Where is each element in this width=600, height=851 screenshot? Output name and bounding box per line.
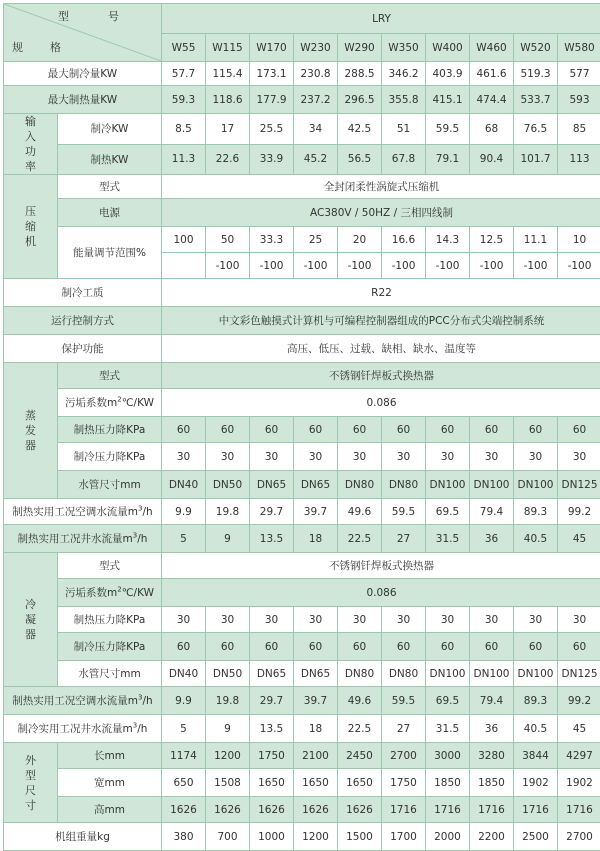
height-cell: 1716	[426, 797, 470, 823]
row-evaporator-heat-flow	[4, 499, 600, 525]
capacity-bottom-cell: -100	[514, 253, 558, 279]
condenser-cool-flow-cell: 40.5	[514, 715, 558, 743]
height-cell: 1716	[470, 797, 514, 823]
power-cooling-label: 制冷KW	[58, 114, 162, 145]
compressor-group-label: 压缩机	[4, 175, 58, 279]
evaporator-pipe-cell: DN65	[250, 471, 294, 499]
width-cell: 1902	[514, 769, 558, 797]
power-heating-cell: 22.6	[206, 144, 250, 175]
power-heating-cell: 45.2	[294, 144, 338, 175]
capacity-top-cell: 10	[558, 227, 600, 253]
model-cell: W170	[250, 34, 294, 62]
evaporator-cool-flow-cell: 40.5	[514, 525, 558, 553]
spec-header-label: 规 格	[12, 39, 69, 55]
condenser-heat-flow-cell: 19.8	[206, 687, 250, 715]
protection-value: 高压、低压、过载、缺相、缺水、温度等	[162, 335, 600, 363]
length-cell: 2700	[382, 743, 426, 769]
row-max-heating	[4, 86, 600, 114]
condenser-cool-drop-cell: 60	[558, 633, 600, 661]
power-heating-cell: 67.8	[382, 144, 426, 175]
row-refrigerant	[4, 279, 600, 307]
refrigerant-value: R22	[162, 279, 600, 307]
condenser-cool-flow-cell: 27	[382, 715, 426, 743]
max-cooling-cell: 403.9	[426, 62, 470, 86]
weight-cell: 2500	[514, 823, 558, 851]
weight-cell: 1000	[250, 823, 294, 851]
condenser-heat-drop-label: 制热压力降KPa	[58, 607, 162, 633]
power-cooling-cell: 76.5	[514, 114, 558, 145]
evaporator-cool-flow-cell: 13.5	[250, 525, 294, 553]
power-heating-cell: 33.9	[250, 144, 294, 175]
max-cooling-cell: 230.8	[294, 62, 338, 86]
model-cell: W230	[294, 34, 338, 62]
evaporator-heat-flow-cell: 79.4	[470, 499, 514, 525]
power-cooling-cell: 17	[206, 114, 250, 145]
evaporator-cool-drop-cell: 30	[162, 443, 206, 471]
condenser-heat-drop-cell: 30	[162, 607, 206, 633]
condenser-cool-drop-label: 制冷压力降KPa	[58, 633, 162, 661]
power-cooling-cell: 42.5	[338, 114, 382, 145]
height-cell: 1626	[206, 797, 250, 823]
evaporator-fouling-value: 0.086	[162, 389, 600, 417]
max-heating-cell: 237.2	[294, 86, 338, 114]
width-cell: 1650	[338, 769, 382, 797]
spec-body	[4, 4, 600, 851]
row-evaporator-cool-drop	[4, 443, 600, 471]
weight-cell: 2000	[426, 823, 470, 851]
evaporator-pipe-cell: DN125	[558, 471, 600, 499]
length-cell: 1750	[250, 743, 294, 769]
length-cell: 1174	[162, 743, 206, 769]
condenser-heat-flow-cell: 69.5	[426, 687, 470, 715]
evaporator-cool-flow-cell: 9	[206, 525, 250, 553]
series-name: LRY	[162, 4, 600, 34]
max-cooling-cell: 115.4	[206, 62, 250, 86]
evaporator-pipe-cell: DN40	[162, 471, 206, 499]
model-cell: W460	[470, 34, 514, 62]
capacity-bottom-cell: -100	[382, 253, 426, 279]
power-supply-label: 电源	[58, 199, 162, 227]
condenser-pipe-cell: DN80	[382, 661, 426, 687]
power-cooling-cell: 85	[558, 114, 600, 145]
length-cell: 2100	[294, 743, 338, 769]
row-protection	[4, 335, 600, 363]
condenser-heat-flow-cell: 99.2	[558, 687, 600, 715]
compressor-type-label: 型式	[58, 175, 162, 199]
power-heating-cell: 56.5	[338, 144, 382, 175]
row-evaporator-fouling	[4, 389, 600, 417]
condenser-type-value: 不锈钢钎焊板式换热器	[162, 553, 600, 579]
evaporator-group-label: 蒸发器	[4, 363, 58, 499]
power-heating-cell: 113	[558, 144, 600, 175]
row-max-cooling	[4, 62, 600, 86]
evaporator-pipe-label: 水管尺寸mm	[58, 471, 162, 499]
evaporator-pipe-cell: DN65	[294, 471, 338, 499]
condenser-heat-drop-cell: 30	[382, 607, 426, 633]
row-height	[4, 797, 600, 823]
header-row-series	[4, 4, 600, 34]
row-evaporator-cool-flow	[4, 525, 600, 553]
evaporator-heat-flow-cell: 59.5	[382, 499, 426, 525]
evaporator-heat-drop-cell: 60	[514, 417, 558, 443]
condenser-heat-drop-cell: 30	[338, 607, 382, 633]
capacity-bottom-cell: -100	[558, 253, 600, 279]
evaporator-heat-flow-cell: 29.7	[250, 499, 294, 525]
max-heating-cell: 296.5	[338, 86, 382, 114]
evaporator-type-label: 型式	[58, 363, 162, 389]
max-heating-cell: 415.1	[426, 86, 470, 114]
evaporator-cool-flow-cell: 18	[294, 525, 338, 553]
evaporator-cool-flow-cell: 5	[162, 525, 206, 553]
length-cell: 3844	[514, 743, 558, 769]
model-cell: W55	[162, 34, 206, 62]
evaporator-cool-drop-cell: 30	[558, 443, 600, 471]
condenser-heat-drop-cell: 30	[558, 607, 600, 633]
power-cooling-cell: 8.5	[162, 114, 206, 145]
capacity-top-cell: 25	[294, 227, 338, 253]
height-cell: 1716	[382, 797, 426, 823]
max-cooling-cell: 57.7	[162, 62, 206, 86]
condenser-cool-flow-cell: 9	[206, 715, 250, 743]
condenser-heat-flow-cell: 79.4	[470, 687, 514, 715]
evaporator-pipe-cell: DN80	[382, 471, 426, 499]
protection-label: 保护功能	[4, 335, 162, 363]
max-heating-cell: 533.7	[514, 86, 558, 114]
condenser-cool-flow-cell: 13.5	[250, 715, 294, 743]
capacity-bottom-cell: -100	[250, 253, 294, 279]
row-compressor-type	[4, 175, 600, 199]
condenser-cool-flow-cell: 36	[470, 715, 514, 743]
max-heating-cell: 59.3	[162, 86, 206, 114]
condenser-heat-drop-cell: 30	[514, 607, 558, 633]
max-cooling-cell: 346.2	[382, 62, 426, 86]
condenser-pipe-cell: DN80	[338, 661, 382, 687]
length-cell: 3000	[426, 743, 470, 769]
evaporator-cool-flow-label: 制热实用工况井水流量$m^3/h$	[4, 525, 162, 553]
condenser-cool-drop-cell: 60	[470, 633, 514, 661]
max-heating-label: 最大制热量KW	[4, 86, 162, 114]
weight-cell: 700	[206, 823, 250, 851]
capacity-top-cell: 11.1	[514, 227, 558, 253]
evaporator-cool-drop-cell: 30	[426, 443, 470, 471]
evaporator-type-value: 不锈钢钎焊板式换热器	[162, 363, 600, 389]
power-cooling-cell: 51	[382, 114, 426, 145]
condenser-pipe-cell: DN100	[426, 661, 470, 687]
evaporator-heat-drop-cell: 60	[250, 417, 294, 443]
evaporator-heat-flow-cell: 99.2	[558, 499, 600, 525]
length-cell: 2450	[338, 743, 382, 769]
condenser-cool-drop-cell: 60	[338, 633, 382, 661]
corner-header-cell	[4, 4, 162, 62]
row-condenser-fouling	[4, 579, 600, 607]
model-cell: W290	[338, 34, 382, 62]
capacity-range-label: 能量调节范围%	[58, 227, 162, 279]
evaporator-heat-drop-cell: 60	[162, 417, 206, 443]
condenser-cool-drop-cell: 60	[162, 633, 206, 661]
max-cooling-label: 最大制冷量KW	[4, 62, 162, 86]
condenser-heat-drop-cell: 30	[294, 607, 338, 633]
condenser-heat-drop-cell: 30	[206, 607, 250, 633]
evaporator-cool-drop-cell: 30	[382, 443, 426, 471]
condenser-heat-flow-cell: 59.5	[382, 687, 426, 715]
weight-cell: 1200	[294, 823, 338, 851]
condenser-cool-flow-cell: 18	[294, 715, 338, 743]
condenser-heat-flow-label: 制热实用工况空调水流量$m^3/h$	[4, 687, 162, 715]
width-cell: 1750	[382, 769, 426, 797]
condenser-cool-drop-cell: 60	[514, 633, 558, 661]
evaporator-heat-flow-cell: 49.6	[338, 499, 382, 525]
condenser-pipe-cell: DN65	[250, 661, 294, 687]
condenser-pipe-cell: DN50	[206, 661, 250, 687]
evaporator-cool-drop-cell: 30	[206, 443, 250, 471]
row-evaporator-heat-drop	[4, 417, 600, 443]
row-condenser-type	[4, 553, 600, 579]
power-cooling-cell: 59.5	[426, 114, 470, 145]
condenser-heat-flow-cell: 29.7	[250, 687, 294, 715]
power-cooling-cell: 68	[470, 114, 514, 145]
model-header-label: 型 号	[58, 8, 133, 24]
capacity-bottom-cell	[162, 253, 206, 279]
length-cell: 1200	[206, 743, 250, 769]
max-cooling-cell: 519.3	[514, 62, 558, 86]
width-cell: 650	[162, 769, 206, 797]
condenser-cool-drop-cell: 60	[250, 633, 294, 661]
evaporator-heat-flow-cell: 9.9	[162, 499, 206, 525]
power-supply-value: AC380V / 50HZ / 三相四线制	[162, 199, 600, 227]
max-cooling-cell: 577	[558, 62, 600, 86]
power-heating-cell: 90.4	[470, 144, 514, 175]
length-cell: 3280	[470, 743, 514, 769]
length-cell: 4297	[558, 743, 600, 769]
row-control	[4, 307, 600, 335]
condenser-heat-drop-cell: 30	[426, 607, 470, 633]
condenser-cool-drop-cell: 60	[206, 633, 250, 661]
width-cell: 1902	[558, 769, 600, 797]
condenser-fouling-label: 污垢系数$m^2℃/KW$	[58, 579, 162, 607]
evaporator-heat-flow-cell: 69.5	[426, 499, 470, 525]
max-heating-cell: 355.8	[382, 86, 426, 114]
height-cell: 1626	[338, 797, 382, 823]
evaporator-cool-drop-cell: 30	[514, 443, 558, 471]
height-cell: 1626	[294, 797, 338, 823]
capacity-top-cell: 20	[338, 227, 382, 253]
evaporator-cool-drop-cell: 30	[338, 443, 382, 471]
width-label: 宽mm	[58, 769, 162, 797]
row-power-cooling	[4, 114, 600, 145]
weight-cell: 1500	[338, 823, 382, 851]
weight-cell: 380	[162, 823, 206, 851]
model-cell: W520	[514, 34, 558, 62]
power-heating-cell: 79.1	[426, 144, 470, 175]
evaporator-cool-flow-cell: 45	[558, 525, 600, 553]
evaporator-pipe-cell: DN50	[206, 471, 250, 499]
power-heating-label: 制热KW	[58, 144, 162, 175]
capacity-bottom-cell: -100	[294, 253, 338, 279]
height-label: 高mm	[58, 797, 162, 823]
dimensions-group-label: 外型尺寸	[4, 743, 58, 823]
width-cell: 1650	[250, 769, 294, 797]
capacity-top-cell: 12.5	[470, 227, 514, 253]
condenser-cool-flow-cell: 45	[558, 715, 600, 743]
row-condenser-pipe	[4, 661, 600, 687]
evaporator-cool-flow-cell: 36	[470, 525, 514, 553]
capacity-top-cell: 33.3	[250, 227, 294, 253]
evaporator-heat-drop-label: 制热压力降KPa	[58, 417, 162, 443]
evaporator-cool-drop-label: 制冷压力降KPa	[58, 443, 162, 471]
weight-label: 机组重量kg	[4, 823, 162, 851]
row-evaporator-type	[4, 363, 600, 389]
capacity-top-cell: 100	[162, 227, 206, 253]
evaporator-pipe-cell: DN100	[426, 471, 470, 499]
power-heating-cell: 11.3	[162, 144, 206, 175]
max-heating-cell: 474.4	[470, 86, 514, 114]
condenser-group-label: 冷凝器	[4, 553, 58, 687]
evaporator-heat-flow-label: 制热实用工况空调水流量$m^3/h$	[4, 499, 162, 525]
evaporator-cool-flow-cell: 22.5	[338, 525, 382, 553]
evaporator-heat-drop-cell: 60	[206, 417, 250, 443]
capacity-top-cell: 50	[206, 227, 250, 253]
evaporator-heat-drop-cell: 60	[426, 417, 470, 443]
capacity-bottom-cell: -100	[470, 253, 514, 279]
condenser-heat-flow-cell: 9.9	[162, 687, 206, 715]
refrigerant-label: 制冷工质	[4, 279, 162, 307]
power-heating-cell: 101.7	[514, 144, 558, 175]
condenser-type-label: 型式	[58, 553, 162, 579]
condenser-pipe-label: 水管尺寸mm	[58, 661, 162, 687]
evaporator-cool-flow-cell: 31.5	[426, 525, 470, 553]
capacity-bottom-cell: -100	[338, 253, 382, 279]
power-cooling-cell: 25.5	[250, 114, 294, 145]
capacity-top-cell: 14.3	[426, 227, 470, 253]
control-value: 中文彩色触摸式计算机与可编程控制器组成的PCC分布式尖端控制系统	[162, 307, 600, 335]
row-capacity-range-top	[4, 227, 600, 253]
evaporator-heat-drop-cell: 60	[470, 417, 514, 443]
model-cell: W400	[426, 34, 470, 62]
model-cell: W350	[382, 34, 426, 62]
row-compressor-supply	[4, 199, 600, 227]
condenser-pipe-cell: DN65	[294, 661, 338, 687]
control-label: 运行控制方式	[4, 307, 162, 335]
row-length	[4, 743, 600, 769]
evaporator-heat-flow-cell: 19.8	[206, 499, 250, 525]
row-condenser-cool-flow	[4, 715, 600, 743]
condenser-cool-drop-cell: 60	[382, 633, 426, 661]
condenser-cool-flow-label: 制冷实用工况井水流量$m^3/h$	[4, 715, 162, 743]
condenser-pipe-cell: DN100	[470, 661, 514, 687]
width-cell: 1650	[294, 769, 338, 797]
length-label: 长mm	[58, 743, 162, 769]
evaporator-pipe-cell: DN100	[470, 471, 514, 499]
condenser-pipe-cell: DN100	[514, 661, 558, 687]
height-cell: 1626	[162, 797, 206, 823]
max-heating-cell: 177.9	[250, 86, 294, 114]
row-width	[4, 769, 600, 797]
evaporator-heat-flow-cell: 39.7	[294, 499, 338, 525]
width-cell: 1508	[206, 769, 250, 797]
max-cooling-cell: 288.5	[338, 62, 382, 86]
condenser-heat-flow-cell: 49.6	[338, 687, 382, 715]
condenser-cool-flow-cell: 5	[162, 715, 206, 743]
evaporator-heat-drop-cell: 60	[294, 417, 338, 443]
row-evaporator-pipe	[4, 471, 600, 499]
height-cell: 1716	[558, 797, 600, 823]
condenser-fouling-value: 0.086	[162, 579, 600, 607]
width-cell: 1850	[426, 769, 470, 797]
evaporator-pipe-cell: DN80	[338, 471, 382, 499]
condenser-cool-drop-cell: 60	[426, 633, 470, 661]
height-cell: 1626	[250, 797, 294, 823]
capacity-top-cell: 16.6	[382, 227, 426, 253]
evaporator-cool-drop-cell: 30	[470, 443, 514, 471]
condenser-cool-drop-cell: 60	[294, 633, 338, 661]
evaporator-heat-drop-cell: 60	[558, 417, 600, 443]
evaporator-fouling-label: 污垢系数$m^2℃/KW$	[58, 389, 162, 417]
power-group-label: 输入功率	[4, 114, 58, 175]
width-cell: 1850	[470, 769, 514, 797]
evaporator-heat-drop-cell: 60	[338, 417, 382, 443]
condenser-heat-flow-cell: 39.7	[294, 687, 338, 715]
row-weight	[4, 823, 600, 851]
compressor-type-value: 全封闭柔性涡旋式压缩机	[162, 175, 600, 199]
condenser-heat-flow-cell: 89.3	[514, 687, 558, 715]
spec-table	[3, 3, 600, 851]
max-heating-cell: 593	[558, 86, 600, 114]
row-condenser-heat-drop	[4, 607, 600, 633]
evaporator-heat-flow-cell: 89.3	[514, 499, 558, 525]
max-cooling-cell: 461.6	[470, 62, 514, 86]
evaporator-heat-drop-cell: 60	[382, 417, 426, 443]
capacity-bottom-cell: -100	[426, 253, 470, 279]
row-condenser-heat-flow	[4, 687, 600, 715]
condenser-heat-drop-cell: 30	[470, 607, 514, 633]
evaporator-cool-drop-cell: 30	[250, 443, 294, 471]
condenser-pipe-cell: DN40	[162, 661, 206, 687]
model-cell: W115	[206, 34, 250, 62]
condenser-pipe-cell: DN125	[558, 661, 600, 687]
condenser-cool-flow-cell: 31.5	[426, 715, 470, 743]
evaporator-cool-drop-cell: 30	[294, 443, 338, 471]
condenser-heat-drop-cell: 30	[250, 607, 294, 633]
weight-cell: 2700	[558, 823, 600, 851]
row-power-heating	[4, 144, 600, 175]
evaporator-pipe-cell: DN100	[514, 471, 558, 499]
condenser-cool-flow-cell: 22.5	[338, 715, 382, 743]
capacity-bottom-cell: -100	[206, 253, 250, 279]
height-cell: 1716	[514, 797, 558, 823]
weight-cell: 1700	[382, 823, 426, 851]
model-cell: W580	[558, 34, 600, 62]
max-heating-cell: 118.6	[206, 86, 250, 114]
evaporator-cool-flow-cell: 27	[382, 525, 426, 553]
power-cooling-cell: 34	[294, 114, 338, 145]
row-condenser-cool-drop	[4, 633, 600, 661]
max-cooling-cell: 173.1	[250, 62, 294, 86]
weight-cell: 2200	[470, 823, 514, 851]
